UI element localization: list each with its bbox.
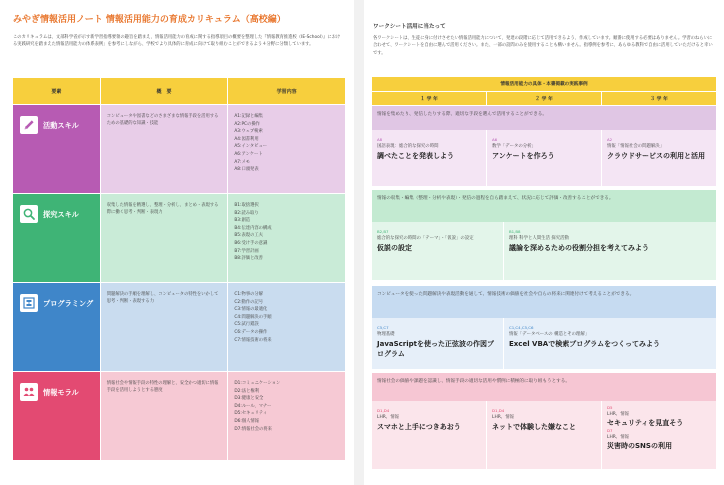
- list-item: B2:読み取り: [234, 210, 259, 216]
- list-item: B6:受け手の意識: [234, 240, 268, 246]
- grade-header: [372, 92, 716, 105]
- list-item: B5:表現の工夫: [234, 233, 263, 239]
- list-item: D6:個人情報: [234, 418, 260, 424]
- header-element: 要素: [13, 78, 100, 104]
- list-item: A3:ウェブ検索: [234, 129, 263, 135]
- list-item: D2:法と権利: [234, 388, 260, 394]
- ability-band-a: 情報を集めたり、発信したりする際、適切な手段を選んで活用することができる。: [372, 106, 716, 130]
- case-card: D5 LHR、情報 セキュリティを見直そう D7 LHR、情報 災害時のSNSの利用: [602, 401, 716, 469]
- pencil-icon: [20, 116, 38, 134]
- case-row-c: [372, 318, 716, 369]
- list-item: D3:健康と安全: [234, 396, 264, 402]
- row-description: 問題解決の手順を理解し、コンピュータの特性をいかして思考・判断・表現する力: [101, 283, 228, 371]
- case-card: C1,C4,C5,C6 情報「データベースの 構造とその理解」 Excel VBAで検索プログラムをつくってみよう: [504, 318, 716, 369]
- list-item: A2:PCの操作: [234, 121, 260, 127]
- page-gutter: [354, 0, 364, 485]
- table-row-activity-skill: [13, 105, 345, 193]
- case-row-d: [372, 401, 716, 469]
- case-row-b: [372, 222, 716, 280]
- right-page: [364, 0, 724, 485]
- list-item: B8:評価と改善: [234, 256, 263, 262]
- section-title: ワークシート活用に当たって: [373, 24, 446, 30]
- case-card: B2,B7 総合的な探究の時間の「テーマ」・「仮説」の設定 仮説の設定: [372, 222, 503, 280]
- list-item: D5:セキュリティ: [234, 411, 268, 417]
- table-row-information-ethics: [13, 372, 345, 460]
- list-item: D4:ルール、マナー: [234, 403, 272, 409]
- grade-1-header: １ 学 年: [372, 92, 486, 105]
- row-items: [228, 194, 345, 282]
- list-item: C2:動作の記号: [234, 299, 264, 305]
- list-item: D1:コミュニケーション: [234, 381, 281, 386]
- list-item: D7:情報社会の将来: [234, 426, 272, 432]
- table-row-programming: [13, 283, 345, 371]
- row-items: [228, 283, 345, 371]
- case-card: D1,D4 LHR、情報 ネットで体験した嫌なこと: [487, 401, 601, 469]
- flowchart-icon: [20, 294, 38, 312]
- case-card: D1,D4 LHR、情報 スマホと上手につきあおう: [372, 401, 486, 469]
- list-item: A4:図書利用: [234, 136, 259, 142]
- header-overview: 概 要: [101, 78, 228, 104]
- row-label: 情報モラル: [13, 372, 100, 460]
- grade-3-header: ３ 学 年: [602, 92, 716, 105]
- list-item: C1:物事の分解: [234, 292, 264, 297]
- row-description: 情報社会や情報手段の特性の理解と、安全かつ適切に情報手段を活用しようとする態度: [101, 372, 228, 460]
- table-row-inquiry-skill: [13, 194, 345, 282]
- case-card: A2 情報「情報社会の問題解決」 クラウドサービスの利用と活用: [602, 130, 716, 186]
- page-title: みやぎ情報活用ノート 情報活用能力の育成カリキュラム（高校編）: [13, 15, 286, 25]
- practice-table: [372, 77, 716, 469]
- list-item: A7:メモ: [234, 159, 251, 165]
- ability-band-b: 情報の収集・編集（整理・分析や表現）・発信の過程を自ら踏まえて、状況に応じて評価・改善することができる。: [372, 190, 716, 222]
- row-items: [228, 105, 345, 193]
- row-label: 探究スキル: [13, 194, 100, 282]
- row-description: コンピュータや図書などのさまざまな情報手段を活用するための基礎的な知識・技能: [101, 105, 228, 193]
- list-item: B4:伝達内容の構成: [234, 225, 272, 231]
- row-label: 活動スキル: [13, 105, 100, 193]
- list-item: C7:情報技術の将来: [234, 337, 272, 343]
- grade-2-header: ２ 学 年: [487, 92, 601, 105]
- list-item: B7:学習計画: [234, 248, 259, 254]
- row-label: プログラミング: [13, 283, 100, 371]
- row-items: [228, 372, 345, 460]
- ability-band-d: 情報社会の価値や課題を認識し、情報手段の適切な活用や慣例に積極的に取り組もうとする。: [372, 373, 716, 401]
- list-item: A8:口頭発表: [234, 167, 259, 173]
- list-item: A5:インタビュー: [234, 144, 268, 150]
- magnifier-icon: [20, 205, 38, 223]
- list-item: C4:問題解決の手順: [234, 314, 272, 320]
- list-item: B1:取捨選択: [234, 203, 259, 208]
- practice-table-title: 情報活用能力の具体・本書掲載の実践事例: [372, 77, 716, 91]
- list-item: C5:試行錯誤: [234, 322, 259, 328]
- list-item: A1:記録と編集: [234, 114, 263, 119]
- case-card: A6 数学「データの分析」 アンケートを作ろう: [487, 130, 601, 186]
- row-description: 収集した情報を精選し、整理・分析し、まとめ・表現する際に働く思考・判断・表現力: [101, 194, 228, 282]
- list-item: C6:データの操作: [234, 329, 268, 335]
- list-item: C3:情報の最適化: [234, 307, 268, 313]
- list-item: B3:創造: [234, 218, 251, 224]
- left-page: [0, 0, 354, 485]
- worksheet-intro: 各ワークシートは、生徒に身に付けさせたい情報活用能力について、発達の段階に応じて活用できるよう、作成しています。順番に使用する必要はありません。学習のねらいに合わせて、ワークシートを自由に選んで活用ください。また、一部の設問のみを使用することも構いません。指導例を参考に、あらゆる教科で自由に活用していただけると幸いです。: [373, 36, 713, 56]
- table-header: [13, 78, 345, 104]
- case-card: A8 国語表現：総合的な探究の時間 調べたことを発表しよう: [372, 130, 486, 186]
- people-icon: [20, 383, 38, 401]
- case-card: B1,B8 理科 科学と人間生活 探究活動 議論を深めるための役割分担を考えてみよう: [504, 222, 716, 280]
- ability-band-c: コンピュータを使った問題解決や表現活動を通して、情報技術の価値を社会や自らの将来に関連付けて考えることができる。: [372, 286, 716, 318]
- intro-text: このカリキュラムは、文部科学省が示す新学習指導要領の趣旨を踏まえ、情報活用能力の育成に関する指導項目の概要を整理した『情報教育推進校（IE-School）』における実践研究を踏まえた情報活用能力の体系表例」を参考にしながら、学校でより具体的に育成に向けて取り組むことができるよう４分野に分類しています。: [13, 35, 341, 48]
- list-item: A6:アンケート: [234, 151, 263, 157]
- case-row-a: [372, 130, 716, 186]
- case-card: C5,C7 物理基礎 JavaScriptを使った正弦波の作図プログラム: [372, 318, 503, 369]
- curriculum-table: [13, 78, 345, 460]
- header-content: 学習内容: [228, 78, 345, 104]
